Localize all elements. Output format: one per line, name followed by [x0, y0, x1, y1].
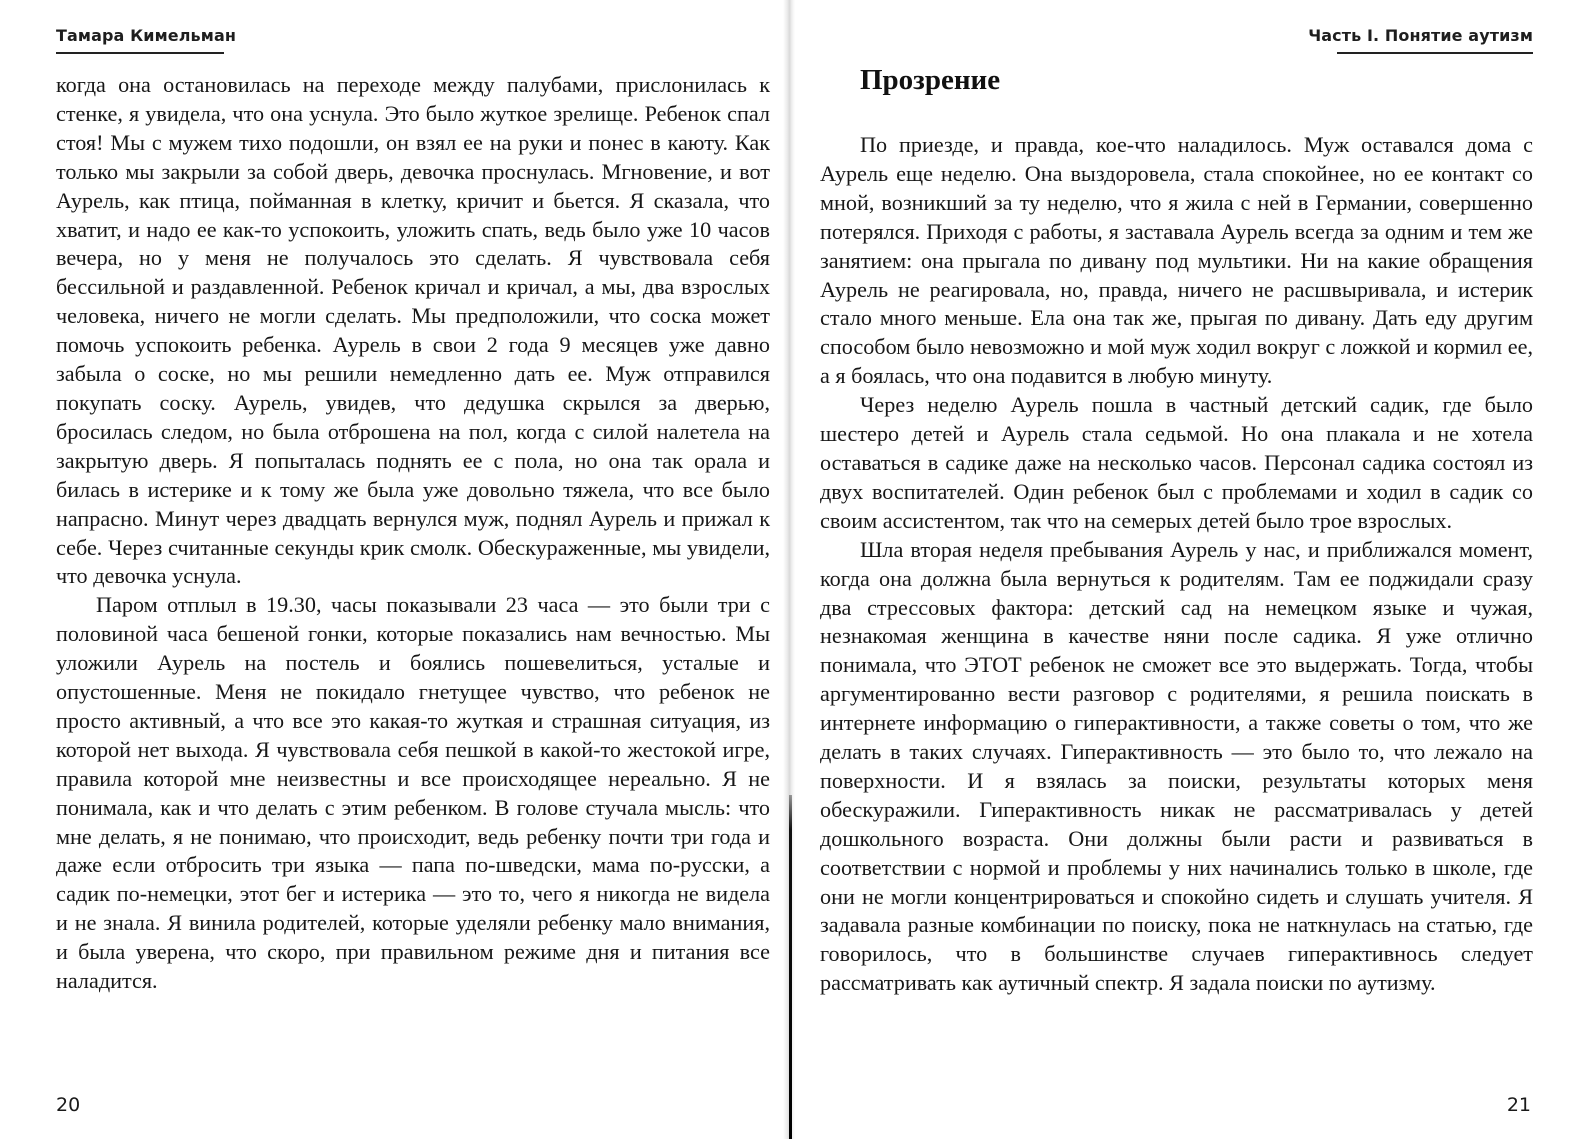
paragraph: Через неделю Аурель пошла в частный детский садик, где было шестеро детей и Аурель стала седьмой. Но она плакала и не хотела оставаться в садике даже на несколько часов. Персонал садика состоял из двух воспитателей. Один ребенок был с проблемами и ходил в садик со своим ассистентом, так что на семерых детей было трое взрослых. — [820, 392, 1533, 533]
paragraph: Паром отплыл в 19.30, часы показывали 23 часа — это были три с половиной часа бешеной гонки, которые показались нам вечностью. Мы уложили Аурель на постель и боялись пошевелиться, усталые и опустошенные. Меня не покидало гнетущее чувство, что ребенок не просто активный, а что все это какая-то жуткая и страшная ситуация, из которой нет выхода. Я чувствовала себя пешкой в какой-то жестокой игре, правила которой мне неизвестны и все происходящее нереально. Я не понимала, как и что делать с этим ребенком. В голове стучала мысль: что мне делать, я не понимаю, что происходит, ведь ребенку почти три года и даже если отбросить три языка — папа по-шведски, мама по-русски, а садик по-немецки, этот бег и истерика — это то, чего я никогда не видела и не знала. Я винила родителей, которые уделяли ребенку мало внимания, и была уверена, что скоро, при правильном режиме дня и питания все наладится. — [56, 592, 770, 994]
header-rule — [56, 52, 224, 54]
running-header-part: Часть I. Понятие аутизм — [1308, 26, 1533, 45]
right-page — [790, 0, 1575, 1139]
paragraph: По приезде, и правда, кое-что наладилось. Муж оставался дома с Аурель еще неделю. Она выздоровела, стала спокойнее, но ее контакт со мной, возникший за ту неделю, что я жила с ней в Германии, совершенно потерялся. Приходя с работы, я заставала Аурель всегда за одним и тем же занятием: она прыгала по дивану под мультики. Ни на какие обращения Аурель не реагировала, но, правда, ничего не расшвыривала, и истерик стало много меньше. Ела она так же, прыгая по дивану. Дать еду другим способом было невозможно и мой муж ходил вокруг с ложкой и кормил ее, а я боялась, что она подавится в любую минуту. — [820, 132, 1533, 389]
page-number: 20 — [56, 1094, 81, 1116]
body-text — [56, 71, 770, 996]
paragraph: когда она остановилась на переходе между палубами, прислонилась к стенке, я увидела, что она уснула. Это было жуткое зрелище. Ребенок спал стоя! Мы с мужем тихо подошли, он взял ее на руки и понес в каюту. Как только мы закрыли за собой дверь, девочка проснулась. Мгновение, и вот Аурель, как птица, пойманная в клетку, кричит и бьется. Я сказала, что хватит, и надо ее как-то успокоить, уложить спать, ведь было уже 10 часов вечера, но у меня не получалось это сделать. Я чувствовала себя бессильной и раздавленной. Ребенок кричал и кричал, а мы, два взрослых человека, ничего не могли сделать. Мы предположили, что соска может помочь успокоить ребенка. Аурель в свои 2 года 9 месяцев уже давно забыла о соске, но мы решили немедленно дать ее. Муж отправился покупать соску. Аурель, увидев, что дедушка скрылся за дверью, бросилась следом, но была отброшена на пол, когда с силой налетела на закрытую дверь. Я попыталась поднять ее с пола, но она так орала и билась в истерике и к тому же была уже довольно тяжела, что все было напрасно. Минут через двадцать вернулся муж, поднял Аурель и прижал к себе. Через считанные секунды крик смолк. Обескураженные, мы увидели, что девочка уснула. — [56, 72, 770, 589]
running-header-author: Тамара Кимельман — [56, 26, 236, 45]
page-number: 21 — [1506, 1094, 1531, 1116]
book-gutter-line — [789, 795, 792, 1139]
body-text — [820, 131, 1533, 998]
paragraph: Шла вторая неделя пребывания Аурель у нас, и приближался момент, когда она должна была вернуться к родителям. Там ее поджидали сразу два стрессовых фактора: детский сад на немецком языке и чужая, незнакомая женщина в качестве няни после садика. Я уже отлично понимала, что ЭТОТ ребенок не сможет все это выдержать. Тогда, чтобы аргументированно вести разговор с родителями, я решила поискать в интернете информацию о гиперактивности, а также советы о том, что же делать в таких случаях. Гиперактивность — это было то, что лежало на поверхности. И я взялась за поиски, результаты которых меня обескуражили. Гиперактивность никак не рассматривалась у детей дошкольного возраста. Они должны были расти и развиваться в соответствии с нормой и проблемы у них начинались только в школе, где они не могли концентрироваться и спокойно сидеть и слушать учителя. Я задавала разные комбинации по поиску, пока не наткнулась на статью, где говорилось, что в большинстве случаев гиперактивнось следует рассматривать как аутичный спектр. Я задала поиски по аутизму. — [820, 536, 1533, 996]
chapter-title: Прозрение — [860, 64, 1001, 96]
header-rule — [1337, 52, 1533, 54]
